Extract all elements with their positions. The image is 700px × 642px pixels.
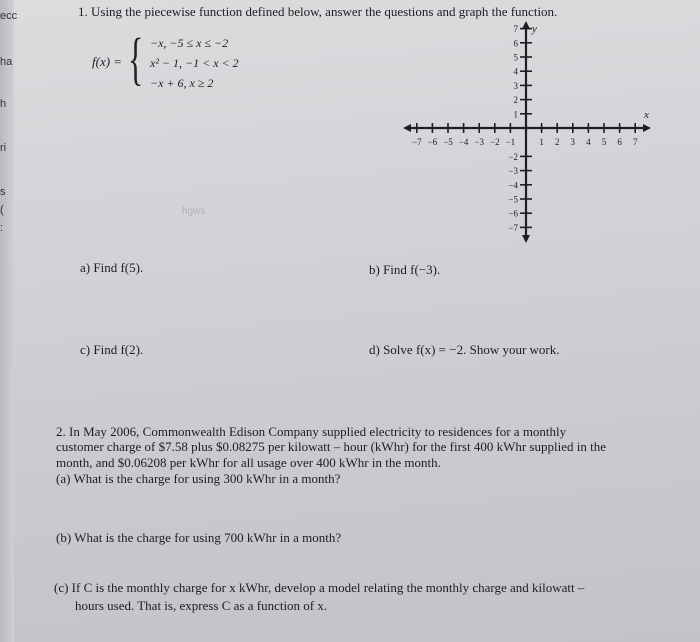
y-axis-arrow-down: [522, 235, 530, 243]
question-1a: a) Find f(5).: [80, 260, 144, 275]
x-axis-arrow-left: [403, 124, 411, 132]
x-tick-label: 1: [539, 137, 544, 147]
x-axis-label: x: [644, 109, 649, 121]
margin-fragment: h: [0, 98, 7, 110]
piecewise-brace: {: [128, 26, 144, 91]
y-tick-label: 2: [513, 95, 518, 106]
piecewise-case-1: −x, −5 ≤ x ≤ −2: [150, 36, 229, 50]
y-tick-label: 4: [513, 66, 518, 77]
y-tick-label: 3: [513, 80, 518, 91]
y-tick-label: −7: [508, 222, 518, 233]
question-2c-line-2: hours used. That is, express C as a function of x.: [75, 598, 328, 613]
y-tick-label: −6: [508, 208, 518, 219]
x-tick-label: 3: [570, 137, 576, 147]
y-tick-label: −2: [508, 151, 518, 162]
y-tick-label: 5: [513, 52, 518, 63]
x-tick-label: 5: [601, 137, 607, 147]
question-2-line-2: customer charge of $7.58 plus $0.08275 per kilowatt – hour (kWhr) for the first 400 kWhr supplied in the: [56, 439, 606, 454]
graph-axes: [403, 21, 651, 243]
x-tick-label: −2: [490, 137, 500, 147]
margin-fragment: s: [0, 186, 6, 198]
y-tick-label: 6: [513, 38, 518, 49]
y-axis-arrow-up: [522, 21, 530, 29]
left-page-edge: [0, 0, 14, 642]
question-2c-line-1: (c) If C is the monthly charge for x kWhr, develop a model relating the monthly charge and kilowatt –: [54, 580, 585, 595]
pencil-smudge: hgws: [182, 206, 206, 217]
margin-fragment: ha: [0, 56, 13, 68]
margin-fragment: ri: [0, 142, 7, 154]
y-tick-label: −3: [508, 166, 518, 177]
function-label: f(x) =: [92, 54, 123, 69]
y-tick-label: 1: [513, 109, 518, 120]
margin-fragment: (: [0, 204, 4, 216]
x-tick-label: 2: [554, 137, 560, 147]
margin-fragment: :: [0, 222, 4, 234]
question-2-line-1: 2. In May 2006, Commonwealth Edison Company supplied electricity to residences for a monthly: [56, 424, 567, 439]
piecewise-case-3: −x + 6, x ≥ 2: [150, 76, 214, 90]
question-1d: d) Solve f(x) = −2. Show your work.: [369, 342, 560, 357]
question-2a: (a) What is the charge for using 300 kWhr in a month?: [56, 471, 341, 486]
x-tick-label: 4: [586, 137, 591, 147]
x-tick-label: −4: [458, 137, 469, 147]
piecewise-case-2: x² − 1, −1 < x < 2: [150, 56, 239, 70]
question-1-prompt: 1. Using the piecewise function defined below, answer the questions and graph the function.: [78, 4, 558, 19]
question-1c: c) Find f(2).: [80, 342, 144, 357]
y-tick-label: −5: [508, 194, 518, 205]
x-axis-arrow-right: [643, 124, 651, 132]
x-tick-label: −5: [443, 137, 453, 147]
x-tick-label: −6: [427, 137, 438, 147]
y-axis-label: y: [532, 23, 537, 35]
x-tick-label: 6: [617, 137, 622, 147]
x-tick-label: 7: [632, 137, 638, 147]
question-2-line-3: month, and $0.06208 per kWhr for all usage over 400 kWhr in the month.: [56, 455, 441, 470]
y-tick-label: 7: [513, 24, 518, 35]
question-2b: (b) What is the charge for using 700 kWhr in a month?: [56, 530, 342, 545]
x-tick-label: −7: [412, 137, 422, 147]
x-tick-label: −1: [505, 137, 516, 147]
margin-fragment: ecc: [0, 10, 18, 22]
question-1b: b) Find f(−3).: [369, 262, 441, 277]
coordinate-grid: [400, 18, 662, 248]
x-tick-label: −3: [474, 137, 484, 147]
y-tick-label: −4: [508, 180, 518, 191]
